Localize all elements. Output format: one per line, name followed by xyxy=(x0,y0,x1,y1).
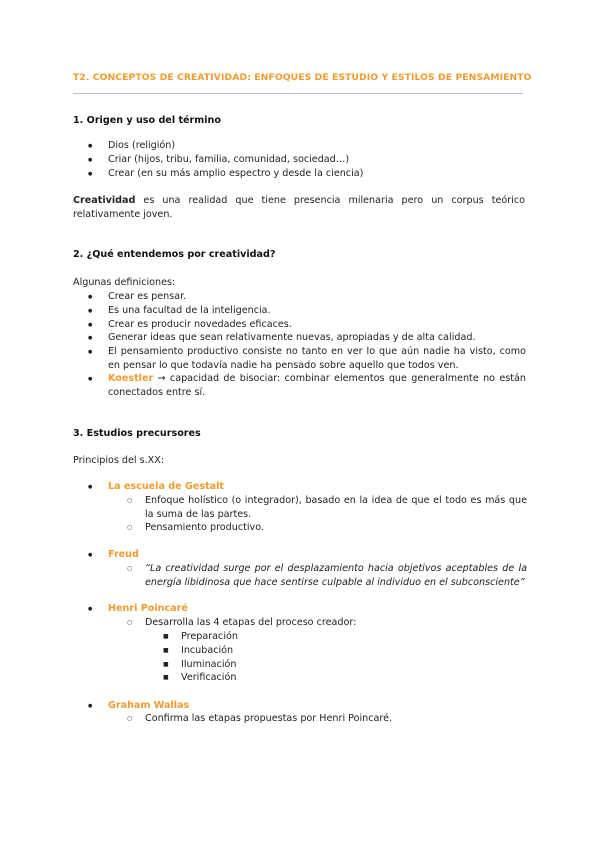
list-item: ○ Desarrolla las 4 etapas del proceso creador: xyxy=(145,616,356,630)
list-item: ● Crear es pensar. xyxy=(108,290,186,304)
page-title: T2. CONCEPTOS DE CREATIVIDAD: ENFOQUES DE ESTUDIO Y ESTILOS DE PENSAMIENTO xyxy=(73,72,532,83)
section-1-paragraph xyxy=(73,194,525,222)
list-item: ○ Confirma las etapas propuestas por Henri Poincaré. xyxy=(145,712,392,726)
list-item: ● El pensamiento productivo consiste no tanto en ver lo que aún nadie ha visto, como en pensar lo que todavía nadie ha pensado sobre aquello que todos ven. xyxy=(108,345,526,373)
list-item: ● Es una facultad de la inteligencia. xyxy=(108,304,271,318)
stage-item: ■ Verificación xyxy=(181,671,236,685)
creatividad-term: Creatividad xyxy=(73,195,136,206)
title-divider xyxy=(73,93,523,94)
koestler-text: → capacidad de bisociar: combinar elementos que generalmente no están conectados entre sí. xyxy=(108,373,526,398)
list-item: ● Generar ideas que sean relativamente nuevas, apropiadas y de alta calidad. xyxy=(108,331,476,345)
list-item: ● Crear es producir novedades eficaces. xyxy=(108,318,292,332)
list-item: ○ Enfoque holístico (o integrador), basado en la idea de que el todo es más que la suma de las partes. xyxy=(145,494,527,522)
precursors-intro: Principios del s.XX: xyxy=(73,455,165,466)
stage-item: ■ Incubación xyxy=(181,644,233,658)
list-item: ● Dios (religión) xyxy=(108,139,175,153)
freud-quote: ○ “La creatividad surge por el desplazamiento hacia objetivos aceptables de la energía libidinosa que hace sentirse culpable al individuo en el subconsciente” xyxy=(145,562,527,590)
stage-item: ■ Iluminación xyxy=(181,658,236,672)
list-item: ● Criar (hijos, tribu, familia, comunidad, sociedad…) xyxy=(108,153,349,167)
koestler-item xyxy=(108,372,526,400)
list-item: ○ Pensamiento productivo. xyxy=(145,521,264,535)
wallas-heading: ● Graham Wallas xyxy=(108,699,189,713)
koestler-name: Koestler xyxy=(108,373,154,384)
list-item: ● Crear (en su más amplio espectro y desde la ciencia) xyxy=(108,167,363,181)
section-1-heading: 1. Origen y uso del término xyxy=(73,115,221,126)
paragraph-text: es una realidad que tiene presencia milenaria pero un corpus teórico relativamente joven. xyxy=(73,195,525,220)
gestalt-heading: ● La escuela de Gestalt xyxy=(108,480,224,494)
section-3-heading: 3. Estudios precursores xyxy=(73,428,201,439)
freud-heading: ● Freud xyxy=(108,548,139,562)
definitions-intro: Algunas definiciones: xyxy=(73,277,176,288)
stage-item: ■ Preparación xyxy=(181,630,238,644)
poincare-heading: ● Henri Poincaré xyxy=(108,602,188,616)
section-2-heading: 2. ¿Qué entendemos por creatividad? xyxy=(73,249,276,260)
